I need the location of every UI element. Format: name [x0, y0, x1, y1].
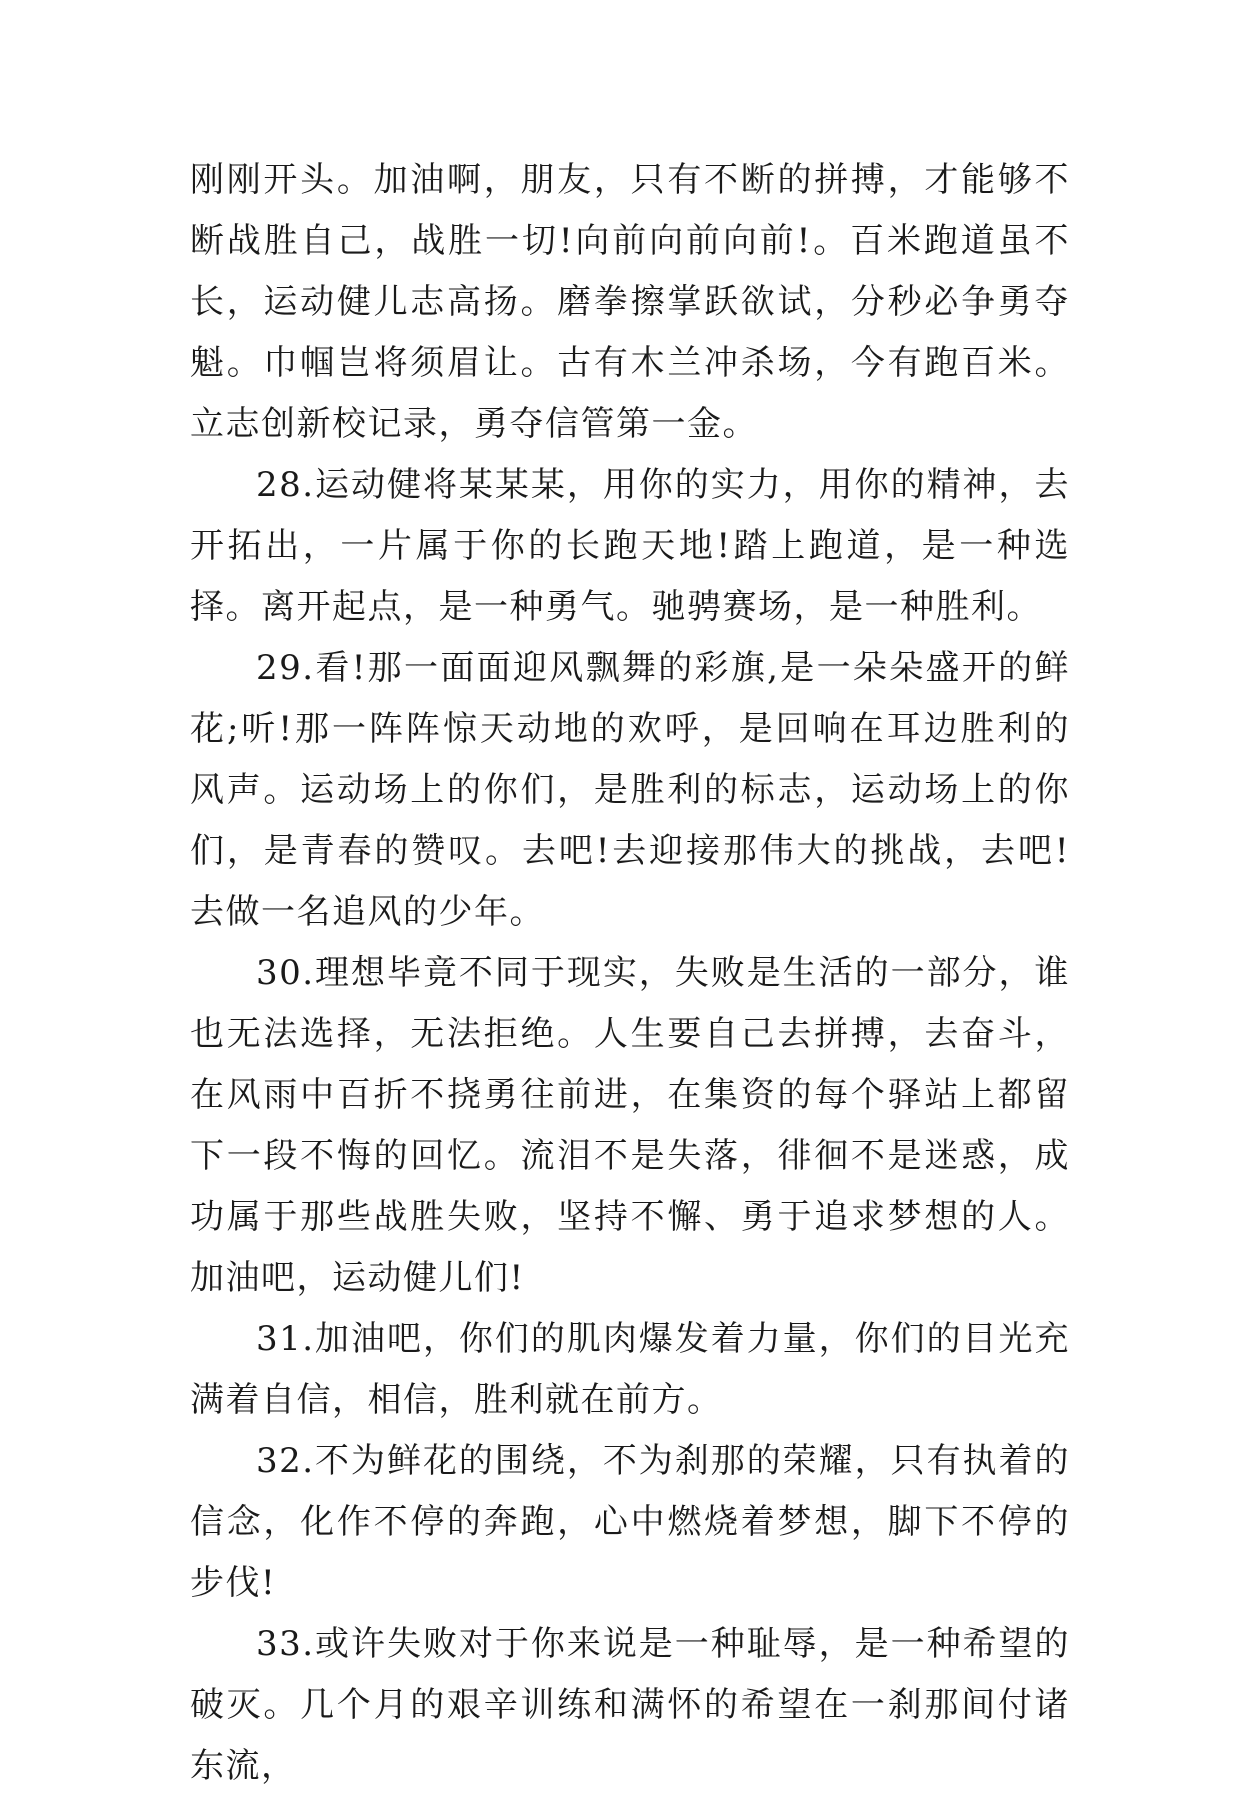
- paragraph-32: 32.不为鲜花的围绕，不为刹那的荣耀，只有执着的信念，化作不停的奔跑，心中燃烧着梦想，脚下不停的步伐!: [190, 1441, 1070, 1603]
- paragraph-33: 33.或许失败对于你来说是一种耻辱，是一种希望的破灭。几个月的艰辛训练和满怀的希望在一刹那间付诸东流，: [190, 1624, 1070, 1786]
- paragraph-continued: 刚刚开头。加油啊，朋友，只有不断的拼搏，才能够不断战胜自己，战胜一切!向前向前向前!。百米跑道虽不长，运动健儿志高扬。磨拳擦掌跃欲试，分秒必争勇夺魁。巾帼岂将须眉让。古有木兰冲杀场，今有跑百米。立志创新校记录，勇夺信管第一金。: [190, 160, 1070, 444]
- paragraph-30: 30.理想毕竟不同于现实，失败是生活的一部分，谁也无法选择，无法拒绝。人生要自己去拼搏，去奋斗，在风雨中百折不挠勇往前进，在集资的每个驿站上都留下一段不悔的回忆。流泪不是失落，徘徊不是迷惑，成功属于那些战胜失败，坚持不懈、勇于追求梦想的人。加油吧，运动健儿们!: [190, 953, 1070, 1298]
- paragraph-29: 29.看!那一面面迎风飘舞的彩旗,是一朵朵盛开的鲜花;听!那一阵阵惊天动地的欢呼，是回响在耳边胜利的风声。运动场上的你们，是胜利的标志，运动场上的你们，是青春的赞叹。去吧!去迎接那伟大的挑战，去吧!去做一名追风的少年。: [190, 648, 1070, 932]
- paragraph-28: 28.运动健将某某某，用你的实力，用你的精神，去开拓出，一片属于你的长跑天地!踏上跑道，是一种选择。离开起点，是一种勇气。驰骋赛场，是一种胜利。: [190, 465, 1070, 627]
- document-body: [190, 150, 1070, 1797]
- paragraph-31: 31.加油吧，你们的肌肉爆发着力量，你们的目光充满着自信，相信，胜利就在前方。: [190, 1319, 1070, 1420]
